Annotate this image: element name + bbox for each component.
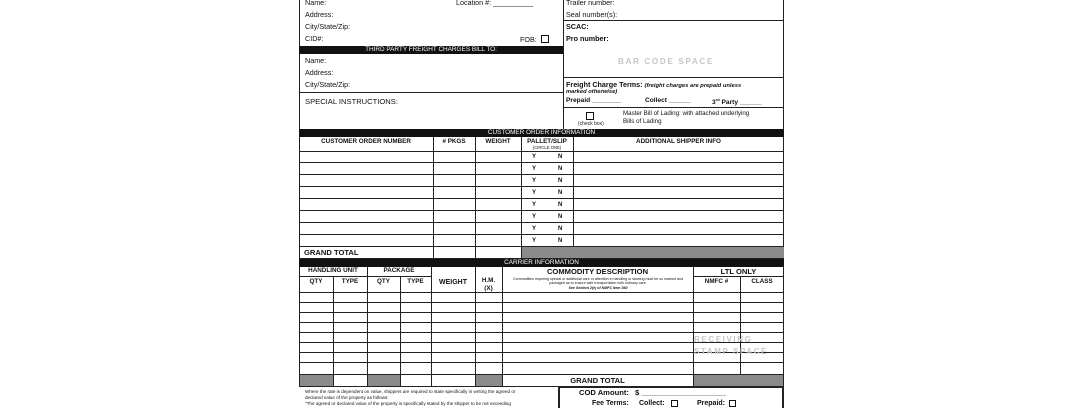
ci-row-line bbox=[299, 302, 784, 303]
master-bol-line2: Bills of Lading bbox=[623, 118, 662, 125]
pallet-yes-option[interactable]: Y bbox=[532, 226, 537, 232]
hm-x-header: (X) bbox=[484, 285, 493, 292]
hm-header: H.M. bbox=[481, 277, 496, 284]
ship-from-city-label: City/State/Zip: bbox=[305, 22, 351, 31]
third-party-text: Party ______ bbox=[719, 99, 762, 107]
pallet-yes-option[interactable]: Y bbox=[532, 178, 537, 184]
pallet-yes-option[interactable]: Y bbox=[532, 238, 537, 244]
ci-row-line bbox=[299, 312, 784, 313]
freight-terms-note: (freight charges are prepaid unless bbox=[644, 83, 742, 89]
commodity-reference: See Section 2(e) of NMFC Item 360 bbox=[568, 286, 628, 290]
ci-col-divider bbox=[475, 267, 476, 387]
scac-label: SCAC: bbox=[566, 22, 589, 31]
co-row-line bbox=[299, 198, 784, 199]
ship-from-address-label: Address: bbox=[305, 10, 334, 19]
customer-order-header: CUSTOMER ORDER INFORMATION bbox=[299, 129, 784, 137]
freight-terms-divider bbox=[563, 77, 784, 78]
third-party-address-label: Address: bbox=[305, 68, 334, 77]
fee-collect-label: Collect: bbox=[639, 400, 665, 407]
cod-amount-field[interactable]: $ ____________________ bbox=[635, 388, 726, 397]
handling-unit-header: HANDLING UNIT bbox=[308, 267, 358, 274]
class-header: CLASS bbox=[751, 278, 773, 285]
special-instructions-label: SPECIAL INSTRUCTIONS: bbox=[305, 97, 398, 106]
slip-no-option[interactable]: N bbox=[558, 154, 563, 160]
third-party-header: THIRD PARTY FREIGHT CHARGES BILL TO: bbox=[299, 46, 563, 54]
fob-checkbox[interactable] bbox=[541, 35, 549, 43]
commodity-note: Commodities requiring special or additional care or attention in handling or stowing must be so marked and packaged as to ensure safe transportation with ordinary care. bbox=[513, 277, 683, 286]
master-bol-line1: Master Bill of Lading: with attached underlying bbox=[623, 110, 750, 117]
ltl-only-header: LTL ONLY bbox=[720, 267, 757, 276]
pro-number-label: Pro number: bbox=[566, 34, 609, 43]
fee-collect-checkbox[interactable] bbox=[671, 400, 678, 407]
third-party-city-label: City/State/Zip: bbox=[305, 80, 351, 89]
pallet-yes-option[interactable]: Y bbox=[532, 154, 537, 160]
slip-no-option[interactable]: N bbox=[558, 190, 563, 196]
master-bol-divider bbox=[563, 107, 784, 108]
receiving-stamp-line2: STAMP SPACE bbox=[694, 347, 769, 356]
trailer-number-label: Trailer number: bbox=[566, 0, 615, 7]
nmfc-header: NMFC # bbox=[704, 278, 729, 285]
ci-total-shaded bbox=[368, 375, 400, 386]
package-header: PACKAGE bbox=[383, 267, 415, 274]
co-row-line bbox=[299, 151, 784, 152]
co-row-line bbox=[299, 210, 784, 211]
slip-no-option[interactable]: N bbox=[558, 202, 563, 208]
cod-box-right bbox=[782, 386, 784, 408]
fob-label: FOB: bbox=[520, 35, 537, 44]
master-bol-checkbox[interactable] bbox=[586, 112, 594, 120]
fee-prepaid-label: Prepaid: bbox=[697, 400, 726, 407]
slip-no-option[interactable]: N bbox=[558, 178, 563, 184]
ship-from-name-label: Name: bbox=[305, 0, 327, 7]
pallet-yes-option[interactable]: Y bbox=[532, 190, 537, 196]
receiving-stamp-line1: RECEIVING bbox=[694, 335, 753, 344]
freight-terms-title-text: Freight Charge Terms: bbox=[566, 80, 643, 89]
ci-col-divider bbox=[502, 267, 503, 387]
ci-total-shaded bbox=[300, 375, 333, 386]
slip-no-option[interactable]: N bbox=[558, 226, 563, 232]
special-instructions-divider bbox=[299, 92, 563, 93]
co-row-line bbox=[299, 162, 784, 163]
pkg-type-header: TYPE bbox=[407, 278, 424, 285]
third-party-field[interactable] bbox=[712, 98, 762, 107]
additional-shipper-info-header: ADDITIONAL SHIPPER INFO bbox=[636, 138, 721, 145]
third-party-name-label: Name: bbox=[305, 56, 327, 65]
ci-total-shaded bbox=[476, 375, 502, 386]
carrier-grand-total-label: GRAND TOTAL bbox=[570, 376, 625, 385]
pallet-slip-header: PALLET/SLIP bbox=[527, 138, 567, 145]
third-party-suffix: rd bbox=[715, 97, 720, 102]
check-box-label: (check box) bbox=[578, 121, 604, 127]
pkg-qty-header: QTY bbox=[377, 278, 390, 285]
co-row-line bbox=[299, 234, 784, 235]
carrier-info-header: CARRIER INFORMATION bbox=[299, 259, 784, 267]
slip-no-option[interactable]: N bbox=[558, 214, 563, 220]
bar-code-space: BAR CODE SPACE bbox=[618, 57, 714, 66]
third-party-number: 3 bbox=[712, 99, 716, 107]
cod-box-left bbox=[558, 386, 560, 408]
cod-amount-label: COD Amount: bbox=[579, 388, 629, 397]
pkgs-header: # PKGS bbox=[442, 138, 466, 145]
seal-number-label: Seal number(s): bbox=[566, 10, 618, 19]
circle-one-note: (CIRCLE ONE) bbox=[532, 145, 562, 150]
seal-divider bbox=[563, 20, 784, 21]
freight-terms-note-2: marked otherwise) bbox=[566, 89, 618, 95]
weight-header: WEIGHT bbox=[485, 138, 511, 145]
co-row-line bbox=[299, 186, 784, 187]
carrier-weight-header: WEIGHT bbox=[439, 279, 467, 286]
slip-no-option[interactable]: N bbox=[558, 238, 563, 244]
ci-subheader-line bbox=[299, 276, 431, 277]
pallet-yes-option[interactable]: Y bbox=[532, 214, 537, 220]
co-grand-total-shaded bbox=[522, 247, 784, 258]
pallet-yes-option[interactable]: Y bbox=[532, 166, 537, 172]
ship-from-cid-label: CID#: bbox=[305, 34, 324, 43]
hu-qty-header: QTY bbox=[309, 278, 323, 285]
co-row-line bbox=[299, 174, 784, 175]
value-fine-print-3: "The agreed or declared value of the property is specifically stated by the shipper to be not exceeding bbox=[305, 401, 511, 406]
location-number-field[interactable]: Location #: __________ bbox=[456, 0, 534, 7]
ci-total-shaded bbox=[694, 375, 783, 386]
fee-prepaid-checkbox[interactable] bbox=[729, 400, 736, 407]
collect-field[interactable]: Collect ______ bbox=[645, 97, 691, 104]
ci-subheader-line bbox=[693, 276, 784, 277]
value-fine-print-1: Where the rate is dependent on value, shippers are required to state specifically in writing the agreed or bbox=[305, 389, 516, 394]
bill-of-lading-form bbox=[299, 0, 784, 408]
commodity-description-header: COMMODITY DESCRIPTION bbox=[546, 267, 649, 276]
customer-order-number-header: CUSTOMER ORDER NUMBER bbox=[321, 138, 411, 145]
pallet-yes-option[interactable]: Y bbox=[532, 202, 537, 208]
co-col-divider-4 bbox=[573, 137, 574, 247]
fee-terms-label: Fee Terms: bbox=[592, 400, 629, 407]
hu-type-header: TYPE bbox=[341, 278, 359, 285]
left-border bbox=[299, 0, 300, 130]
value-fine-print-2: declared value of the property as follows: bbox=[305, 395, 389, 400]
ci-row-line bbox=[299, 322, 784, 323]
ci-row-line bbox=[299, 292, 784, 293]
ci-row-line bbox=[299, 332, 784, 333]
ci-row-line bbox=[299, 362, 784, 363]
co-grand-total-label: GRAND TOTAL bbox=[304, 248, 359, 257]
prepaid-field[interactable]: Prepaid ________ bbox=[566, 97, 622, 104]
slip-no-option[interactable]: N bbox=[558, 166, 563, 172]
co-row-line bbox=[299, 222, 784, 223]
